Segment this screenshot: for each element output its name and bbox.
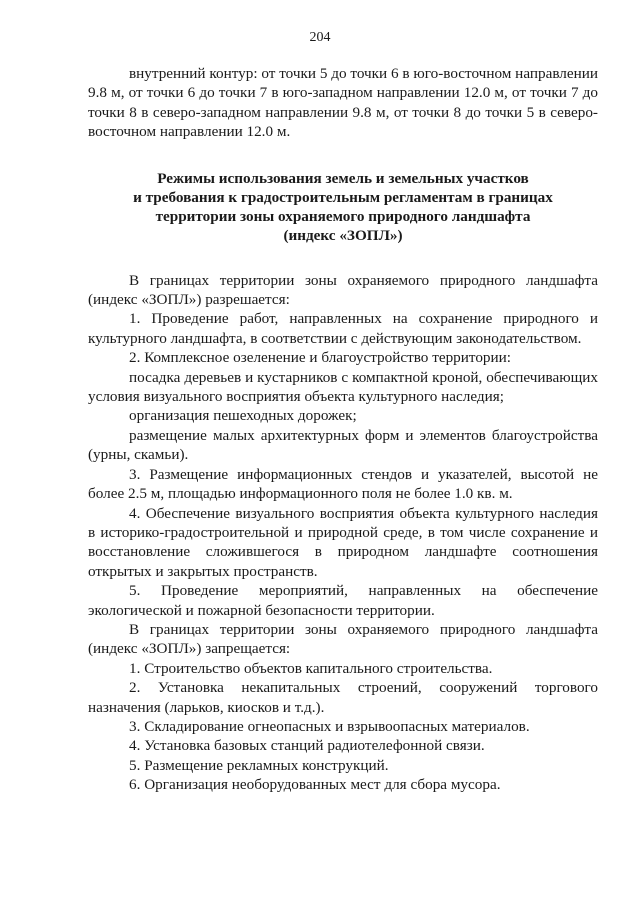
prohibited-item: 6. Организация необорудованных мест для сбора мусора.	[129, 776, 501, 794]
section-heading	[88, 169, 598, 245]
allowed-intro: В границах территории зоны охраняемого природного ландшафта (индекс «ЗОПЛ») разрешается:	[88, 271, 598, 309]
prohibited-item: 5. Размещение рекламных конструкций.	[129, 756, 389, 774]
heading-line: (индекс «ЗОПЛ»)	[283, 226, 403, 244]
prohibited-item: 2. Установка некапитальных строений, сооружений торгового назначения (ларьков, киосков и т.д.).	[88, 679, 598, 716]
allowed-item: 4. Обеспечение визуального восприятия объекта культурного наследия в историко-градостроительной и природной среде, в том числе сохранение и восстановление сложившегося в природном ландшафте соотношения открытых и закрытых пространств.	[88, 504, 598, 580]
allowed-item: 5. Проведение мероприятий, направленных на обеспечение экологической и пожарной безопасности территории.	[88, 582, 598, 619]
heading-line: и требования к градостроительным регламентам в границах	[133, 188, 553, 206]
allowed-item: размещение малых архитектурных форм и элементов благоустройства (урны, скамьи).	[88, 426, 598, 464]
prohibited-item: 4. Установка базовых станций радиотелефонной связи.	[129, 737, 485, 755]
prohibited-item: 1. Строительство объектов капитального строительства.	[129, 659, 493, 677]
prohibited-intro: В границах территории зоны охраняемого природного ландшафта (индекс «ЗОПЛ») запрещается:	[88, 620, 598, 658]
intro-paragraph: внутренний контур: от точки 5 до точки 6 в юго-восточном направлении 9.8 м, от точки 6 до точки 7 в юго-западном направлении 12.0 м, от точки 7 до точки 8 в северо-западном направлении 9.8 м, от точки 8 до точки 5 в северо-восточном направлении 12.0 м.	[88, 65, 598, 141]
allowed-item: 2. Комплексное озеленение и благоустройство территории:	[129, 349, 511, 367]
allowed-item: 3. Размещение информационных стендов и указателей, высотой не более 2.5 м, площадью информационного поля не более 1.0 кв. м.	[88, 465, 598, 503]
prohibited-item: 3. Складирование огнеопасных и взрывоопасных материалов.	[129, 717, 530, 735]
heading-line: Режимы использования земель и земельных участков	[157, 169, 529, 187]
allowed-item: организация пешеходных дорожек;	[129, 407, 357, 425]
heading-line: территории зоны охраняемого природного ландшафта	[155, 207, 531, 225]
allowed-item: посадка деревьев и кустарников с компактной кроной, обеспечивающих условия визуального восприятия объекта культурного наследия;	[88, 368, 598, 406]
allowed-item: 1. Проведение работ, направленных на сохранение природного и культурного ландшафта, в соответствии с действующим законодательством.	[88, 310, 598, 347]
document-body	[88, 64, 598, 795]
page-number: 204	[309, 30, 331, 45]
